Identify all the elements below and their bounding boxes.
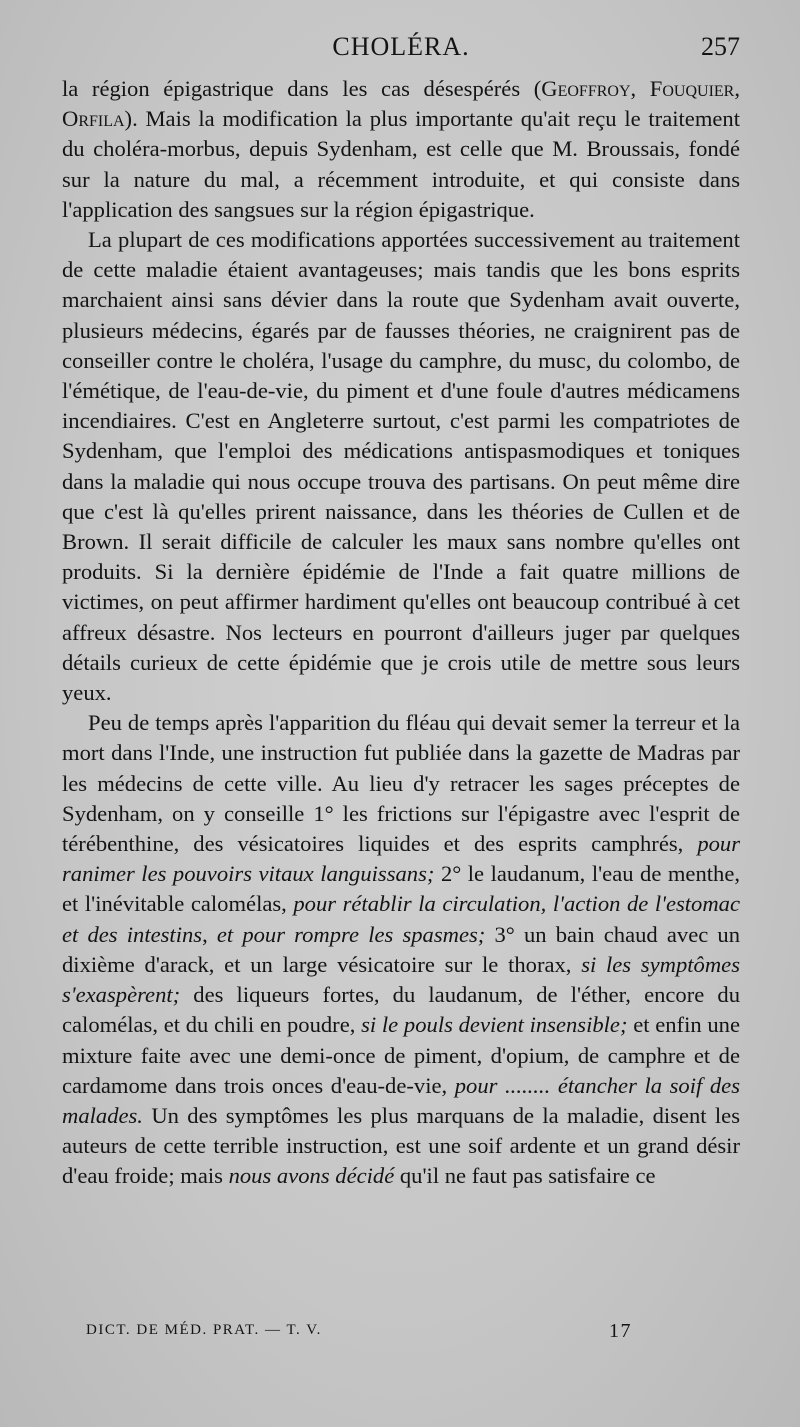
page-number: 257 — [701, 32, 740, 61]
sheet-number: 17 — [609, 1320, 632, 1342]
paragraph-2 — [62, 225, 740, 708]
signature-mark: DICT. DE MÉD. PRAT. — T. V. — [86, 1322, 322, 1338]
running-head — [62, 28, 740, 74]
italic-run: et pour rompre les spasmes; — [216, 921, 486, 947]
text-run: qu'il ne faut pas satisfaire ce — [394, 1163, 656, 1189]
italic-run: pour ranimer les pouvoirs vitaux languissans; — [62, 831, 740, 887]
text-run: La plupart de ces modifications apportées successivement au traitement de cette maladie étaient avantageuses; mais tandis que les bons esprits marchaient ainsi sans dévier dans la route que Sydenham avait ouverte, plusieurs médecins, égarés par de fausses théories, ne craignirent pas de conseiller contre le choléra, l'usage du camphre, du musc, du colombo, de l'émétique, de l'eau-de-vie, du piment et d'une foule d'autres médicamens incendiaires. C'est en Angleterre surtout, c'est parmi les compatriotes de Sydenham, que l'emploi des médications antispasmodiques et toniques dans la maladie qui nous occupe trouva des partisans. On peut même dire que c'est là qu'elles prirent naissance, dans les théories de Cullen et de Brown. Il serait difficile de calculer les maux sans nombre qu'elles ont produits. Si la dernière épidémie de l'Inde a fait quatre millions de victimes, on peut affirmer hardiment qu'elles ont beaucoup contribué à cet affreux désastre. Nos lecteurs en pourront d'ailleurs juger par quelques détails curieux de cette épidémie que je crois utile de mettre sous leurs yeux. — [62, 227, 740, 706]
author-name: Fouquier — [649, 76, 735, 101]
page-footer — [86, 1322, 632, 1352]
text-run: Peu de temps après l'apparition du fléau qui devait semer la terreur et la mort dans l'Inde, une instruction fut publiée dans la gazette de Madras par les médecins de cette ville. Au lieu d'y retracer les sages préceptes de Sydenham, on y conseille 1° les frictions sur l'épigastre avec l'esprit de térébenthine, des vésicatoires liquides et des esprits camphrés, — [62, 710, 740, 857]
italic-run: si les symptômes s'exaspèrent; — [62, 951, 740, 1008]
author-name: Geoffroy — [541, 76, 631, 101]
paragraph-3 — [62, 708, 740, 1191]
italic-run: pour rétablir la circulation, l'action de l'estomac et des intestins — [62, 891, 740, 947]
text-run: la région épigastrique dans les cas désespérés ( — [62, 76, 542, 101]
text-run: des liqueurs fortes, du laudanum, de l'éther, encore du calomélas, et du chili en poudre, — [62, 982, 740, 1038]
text-run: , — [734, 76, 741, 101]
text-run: ). Mais la modification la plus importante qu'ait reçu le traitement du choléra-morbus, depuis Sydenham, est celle que M. Broussais, fondé sur la nature du mal, a récemment introduite, et qui consiste dans l'application des sangsues sur la région épigastrique. — [62, 106, 740, 222]
text-run: 2° le laudanum, l'eau de menthe, et l'inévitable calomélas, — [62, 861, 741, 917]
italic-run: si le pouls devient insensible; — [361, 1012, 628, 1038]
author-name: Orfila — [62, 106, 125, 132]
text-run: Un des symptômes les plus marquans de la maladie, disent les auteurs de cette terrible instruction, est une soif ardente et un grand désir d'eau froide; mais — [62, 1102, 740, 1189]
text-run: 3° un bain chaud avec un dixième d'arack, et un large vésicatoire sur le thorax, — [62, 921, 740, 977]
paragraph-1 — [62, 74, 740, 225]
body-text — [62, 74, 740, 1192]
text-run: , — [202, 921, 217, 947]
italic-run: pour ........ étancher la soif des malades. — [62, 1072, 740, 1128]
italic-run: nous avons décidé — [228, 1163, 395, 1189]
text-run: et enfin une mixture faite avec une demi-once de piment, d'opium, de camphre et de cardamome dans trois onces d'eau-de-vie, — [62, 1012, 740, 1098]
running-title: CHOLÉRA. — [332, 32, 470, 61]
text-run: , — [630, 76, 650, 101]
